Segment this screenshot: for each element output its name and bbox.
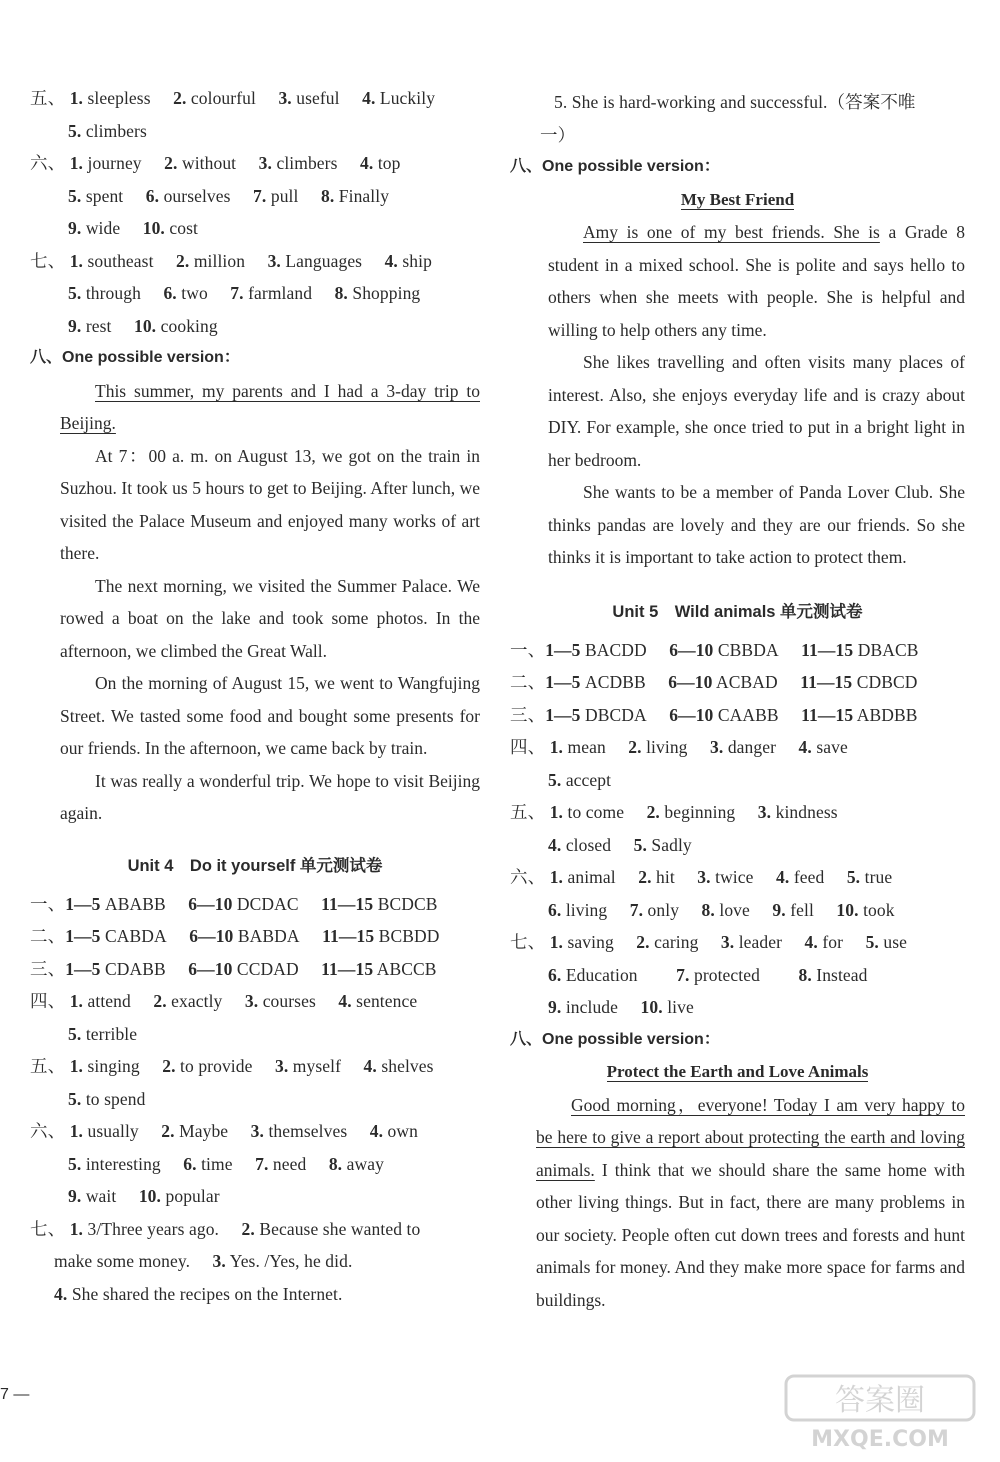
item-number: 6. [163, 283, 177, 303]
answer: spent [85, 185, 124, 206]
item-number: 7. [629, 899, 644, 920]
section-7-line-3 [30, 310, 480, 343]
essay-paragraph [60, 375, 480, 440]
u5-section-7-line [510, 991, 965, 1024]
section-mark: 三、 [30, 958, 66, 979]
answer: twice [715, 867, 754, 887]
item-number: 2. [173, 88, 187, 108]
range: 11—15 [322, 926, 375, 946]
essay-paragraph: She likes travelling and often visits many places of interest. Also, she enjoys everyday life and is crazy about DIY. For example, she once tried to put in a bright light in her bedroom. [548, 352, 965, 470]
item-number: 2. [162, 1056, 176, 1076]
right-column [510, 86, 965, 1316]
section-mark: 一、 [510, 639, 546, 660]
answer: took [863, 899, 895, 920]
section-mark: 七、 [510, 932, 546, 952]
range: 1—5 [65, 893, 101, 914]
answer: without [181, 153, 237, 173]
answer: ACDBB [585, 672, 646, 692]
answer: mean [567, 737, 606, 757]
item-number: 5. [846, 867, 861, 887]
u4-section-6-line [30, 1180, 480, 1213]
answer: climbers [276, 153, 338, 173]
range: 6—10 [669, 639, 714, 660]
answer: BCDCB [377, 893, 438, 914]
item-number: 2. [638, 867, 652, 887]
item-number: 5. [68, 283, 82, 303]
answer: living [646, 737, 688, 757]
section-5-line-2 [30, 115, 480, 148]
answer: ABCCB [376, 958, 437, 979]
item-number: 1. [69, 1218, 84, 1239]
u4-section-4-line [30, 1018, 480, 1051]
item-number: 1. [69, 991, 84, 1011]
u4-section-7-line [30, 1278, 480, 1311]
item-number: 2. [241, 1218, 255, 1239]
answer: to provide [180, 1056, 253, 1076]
underlined-opening: This summer, my parents and I had a 3-day trip to Beijing. [60, 380, 480, 433]
item-number: 2. [628, 737, 642, 757]
u4-section-4-line [30, 985, 480, 1018]
item-number: 8. [701, 899, 715, 920]
item-number: 7. [255, 1153, 269, 1174]
item-number: 9. [772, 899, 786, 920]
item-number: 10. [133, 315, 157, 336]
item-number: 3. [258, 153, 272, 173]
unit-5-title: Unit 5 Wild animals 单元测试卷 [612, 602, 863, 621]
item-number: 3. [212, 1251, 226, 1271]
answer: two [181, 283, 208, 303]
answer: live [667, 997, 694, 1017]
item-number: 6. [548, 964, 562, 985]
answer: caring [654, 932, 699, 952]
answer: CAABB [717, 704, 779, 725]
u5-section-4-line [510, 731, 965, 764]
item-number: 9. [68, 1186, 82, 1206]
answer: popular [165, 1186, 220, 1206]
essay-title [510, 1056, 965, 1089]
watermark-logo [780, 1372, 980, 1454]
answer: DCDAC [236, 893, 299, 914]
range: 1—5 [545, 639, 581, 660]
answer: through [85, 283, 141, 303]
item-number: 4. [360, 153, 374, 173]
answer: southeast [87, 250, 154, 271]
answer: Shopping [352, 283, 421, 303]
range: 6—10 [188, 958, 233, 979]
item-number: 3. [757, 802, 772, 822]
section-mark: 五、 [510, 802, 546, 822]
answer: CBBDA [717, 639, 779, 660]
item-number: 4. [363, 1056, 377, 1076]
item-number: 3. [244, 991, 259, 1011]
essay-title-text: Protect the Earth and Love Animals [606, 1062, 869, 1081]
answer: Maybe [179, 1121, 229, 1141]
answer: CDBCD [856, 672, 918, 692]
answer: top [377, 153, 401, 173]
range: 11—15 [800, 672, 853, 692]
answer: animal [567, 867, 616, 887]
item-number: 3. [250, 1121, 264, 1141]
u5-section-4-line [510, 764, 965, 797]
answer: saving [567, 932, 614, 952]
item-number: 5. [633, 834, 647, 855]
section-6-line-1 [30, 147, 480, 180]
answer: cooking [160, 315, 218, 336]
answer: ship [402, 250, 432, 271]
item-number: 5. [68, 1088, 82, 1109]
answer: wait [85, 1186, 117, 1206]
answer: away [346, 1153, 384, 1174]
answer: BCBDD [378, 926, 440, 946]
answer: 3/Three years ago. [87, 1218, 220, 1239]
answer: CCDAD [236, 958, 299, 979]
u4-choice-row [30, 888, 480, 921]
answer: Instead [816, 964, 868, 985]
answer: wide [85, 218, 121, 238]
item-number: 8. [328, 1153, 343, 1174]
u4-section-6-line [30, 1148, 480, 1181]
u5-section-5-line [510, 796, 965, 829]
answer: terrible [85, 1023, 138, 1044]
section-8-heading: 八、One possible version： [30, 349, 240, 366]
answer: Finally [338, 185, 390, 206]
svg-text:MXQE.COM: MXQE.COM [811, 1427, 949, 1452]
item-number: 1. [549, 802, 564, 822]
range: 1—5 [545, 704, 581, 725]
item-number: 8. [798, 964, 812, 985]
answer: danger [727, 737, 777, 757]
item-number: 1. [69, 153, 84, 173]
item-number: 9. [548, 997, 562, 1017]
u5-section-6-line [510, 861, 965, 894]
item-number: 4. [384, 250, 398, 271]
answer: usually [87, 1121, 139, 1141]
item-number: 1. [549, 867, 564, 887]
item-number: 3. [274, 1056, 289, 1076]
answer: useful [296, 88, 340, 108]
answer: own [387, 1121, 418, 1141]
answer: BABDA [237, 926, 300, 946]
item-number: 1. [69, 1056, 84, 1076]
item-number: 1. [549, 737, 564, 757]
section-mark: 二、 [510, 672, 546, 692]
answer: save [816, 737, 848, 757]
answer: pull [270, 185, 299, 206]
item-number: 3. [267, 250, 281, 271]
item-number: 3. [697, 867, 711, 887]
item-number: 2. [153, 991, 167, 1011]
section-mark: 四、 [30, 991, 66, 1011]
item-number: 8. [320, 185, 335, 206]
answer: Yes. /Yes, he did. [229, 1251, 353, 1271]
section-6-line-3 [30, 212, 480, 245]
answer: CABDA [105, 926, 167, 946]
section-8-heading: 八、One possible version： [510, 1030, 720, 1048]
answer: need [272, 1153, 307, 1174]
item-number: 1. [549, 932, 564, 952]
item-number: 2. [164, 153, 178, 173]
answer: use [883, 932, 908, 952]
answer: Education [565, 964, 638, 985]
answer: time [201, 1153, 233, 1174]
u4-choice-row [30, 920, 480, 953]
underlined-opening: Good morning，everyone! Today I am very happy to be here to give a report about protecting the earth and loving animals. [536, 1094, 965, 1180]
item-number: 6. [183, 1153, 197, 1174]
u5-section-6-line [510, 894, 965, 927]
essay-paragraph: The next morning, we visited the Summer Palace. We rowed a boat on the lake and took some photos. In the afternoon, we climbed the Great Wall. [60, 575, 480, 661]
item-number: 2. [176, 250, 190, 271]
section-7-line-1 [30, 245, 480, 278]
essay-paragraph [548, 216, 965, 346]
answer: shelves [381, 1056, 434, 1076]
answer: sentence [356, 991, 418, 1011]
range: 6—10 [188, 893, 233, 914]
answer: Luckily [379, 88, 436, 108]
range: 1—5 [545, 672, 581, 692]
item-number: 8. [334, 283, 348, 303]
answer: for [822, 932, 844, 952]
item-number: 1. [69, 88, 84, 108]
item-number: 5. [68, 185, 82, 206]
section-mark: 五、 [30, 1056, 66, 1076]
section-mark: 七、 [30, 250, 66, 271]
answer: hit [656, 867, 675, 887]
u4-choice-row [30, 953, 480, 986]
answer: fell [790, 899, 814, 920]
u5-section-7-line [510, 926, 965, 959]
answer: cost [169, 218, 198, 238]
answer: kindness [775, 802, 838, 822]
answer: to come [567, 802, 625, 822]
item-number: 10. [142, 218, 165, 238]
answer: Because she wanted to [259, 1218, 421, 1239]
item-number: 5. [865, 932, 879, 952]
answer: attend [87, 991, 131, 1011]
section-mark: 一、 [30, 893, 66, 914]
item-number: 10. [640, 997, 663, 1017]
item-number: 10. [836, 899, 859, 920]
item-number: 5. [68, 120, 82, 141]
essay-paragraph: She wants to be a member of Panda Lover Club. She thinks pandas are lovely and they are our friends. So she thinks it is important to take action to protect them. [548, 482, 965, 567]
answer: journey [87, 153, 142, 173]
answer: CDABB [105, 958, 166, 979]
answer: singing [87, 1056, 140, 1076]
answer: ACBAD [715, 672, 778, 692]
answer: protected [693, 964, 760, 985]
u4-section-7-line [30, 1245, 480, 1278]
item-number: 4. [548, 834, 562, 855]
answer: only [647, 899, 680, 920]
item-number: 6. [145, 185, 160, 206]
answer: love [719, 899, 750, 920]
item-number: 1. [69, 250, 84, 271]
item-number: 4. [362, 88, 376, 108]
answer: ourselves [163, 185, 231, 206]
item-number: 4. [338, 991, 352, 1011]
section-6-line-2 [30, 180, 480, 213]
item-number: 1. [69, 1121, 84, 1141]
page-number: 7 — [0, 1386, 30, 1403]
answer: Sadly [651, 834, 692, 855]
answer-line: 一） [540, 124, 576, 145]
item-number: 7. [676, 964, 690, 985]
item-number: 7. [230, 283, 244, 303]
essay-paragraph: It was really a wonderful trip. We hope to visit Beijing again. [60, 770, 480, 823]
essay-paragraph: On the morning of August 15, we went to Wangfujing Street. We tasted some food and bought some presents for our friends. In the afternoon, we came back by train. [60, 673, 480, 758]
range: 11—15 [321, 958, 374, 979]
answer: interesting [85, 1153, 161, 1174]
u5-choice-row [510, 634, 965, 667]
range: 6—10 [668, 672, 713, 692]
answer: closed [565, 834, 612, 855]
item-number: 5. [68, 1023, 82, 1044]
u5-choice-row [510, 699, 965, 732]
item-number: 2. [636, 932, 650, 952]
answer: farmland [248, 283, 313, 303]
item-number: 4. [776, 867, 790, 887]
answer: leader [738, 932, 783, 952]
answer: ABABB [105, 893, 166, 914]
answer: ABDBB [856, 704, 918, 725]
section-mark: 二、 [30, 926, 66, 946]
item-number: 9. [68, 315, 82, 336]
answer: colourful [190, 88, 256, 108]
answer: Languages [285, 250, 363, 271]
item-number: 2. [161, 1121, 175, 1141]
item-number: 9. [68, 218, 82, 238]
u4-section-6-line [30, 1115, 480, 1148]
section-5-line-1 [30, 82, 480, 115]
u5-section-7-line [510, 959, 965, 992]
item-number: 3. [710, 737, 724, 757]
section-mark: 三、 [510, 704, 546, 725]
item-number: 4. [798, 737, 812, 757]
range: 6—10 [189, 926, 234, 946]
u5-section-5-line [510, 829, 965, 862]
answer: accept [565, 769, 612, 790]
item-number: 6. [548, 899, 562, 920]
answer: beginning [664, 802, 736, 822]
answer: themselves [268, 1121, 348, 1141]
answer: million [193, 250, 246, 271]
range: 6—10 [669, 704, 714, 725]
item-number: 5. [548, 769, 562, 790]
answer: climbers [85, 120, 147, 141]
answer: to spend [85, 1088, 146, 1109]
svg-text:答案圈: 答案圈 [835, 1383, 925, 1418]
range: 1—5 [65, 926, 101, 946]
range: 11—15 [801, 639, 854, 660]
paragraph-text: I think that we should share the same home with other living things. But in fact, there are many problems in our society. People often cut down trees and forests and hunt animals for money. And they make more space for farms and buildings. [536, 1159, 965, 1310]
item-number: 10. [138, 1186, 162, 1206]
essay-paragraph [536, 1089, 965, 1317]
answer: BACDD [585, 639, 647, 660]
section-mark: 七、 [30, 1218, 66, 1239]
u4-section-7-line [30, 1213, 480, 1246]
u4-section-5-line [30, 1083, 480, 1116]
item-number: 4. [369, 1121, 384, 1141]
item-number: 7. [253, 185, 267, 206]
section-mark: 四、 [510, 737, 546, 757]
answer-line: 5. She is hard-working and successful.（答案不唯 [554, 92, 916, 112]
answer: rest [85, 315, 112, 336]
item-number: 4. [804, 932, 818, 952]
essay-title [510, 184, 965, 217]
item-number: 3. [278, 88, 292, 108]
answer: true [864, 867, 893, 887]
answer: sleepless [87, 88, 151, 108]
answer: feed [793, 867, 825, 887]
answer: living [565, 899, 608, 920]
item-number: 3. [720, 932, 735, 952]
section-mark: 六、 [30, 153, 66, 173]
answer: make some money. [54, 1251, 191, 1271]
section-8-heading: 八、One possible version： [510, 158, 720, 175]
answer: include [565, 997, 619, 1017]
section-7-line-2 [30, 277, 480, 310]
answer: courses [262, 991, 316, 1011]
u4-section-5-line [30, 1050, 480, 1083]
answer: DBACB [857, 639, 919, 660]
range: 1—5 [65, 958, 101, 979]
u5-choice-row [510, 666, 965, 699]
answer: exactly [171, 991, 223, 1011]
underlined-opening: Amy is one of my best friends. She is [583, 222, 880, 242]
item-number: 2. [646, 802, 660, 822]
range: 11—15 [801, 704, 854, 725]
left-column [30, 82, 480, 1310]
answer: DBCDA [585, 704, 647, 725]
essay-title-text: My Best Friend [680, 189, 795, 209]
range: 11—15 [321, 893, 374, 914]
unit-4-title: Unit 4 Do it yourself 单元测试卷 [127, 856, 383, 875]
answer: myself [292, 1056, 342, 1076]
answer: She shared the recipes on the Internet. [71, 1283, 343, 1304]
section-mark: 六、 [30, 1121, 66, 1141]
section-mark: 六、 [510, 867, 546, 887]
section-mark: 五、 [30, 88, 66, 108]
paragraph-text: a Grade 8 student in a mixed school. She is polite and says hello to others when she meets with people. She is helpful and willing to help others any time. [548, 222, 965, 340]
item-number: 5. [68, 1153, 82, 1174]
item-number: 4. [54, 1283, 68, 1304]
essay-paragraph: At 7：00 a. m. on August 13, we got on the train in Suzhou. It took us 5 hours to get to Beijing. After lunch, we visited the Palace Museum and enjoyed many works of art there. [60, 445, 480, 563]
